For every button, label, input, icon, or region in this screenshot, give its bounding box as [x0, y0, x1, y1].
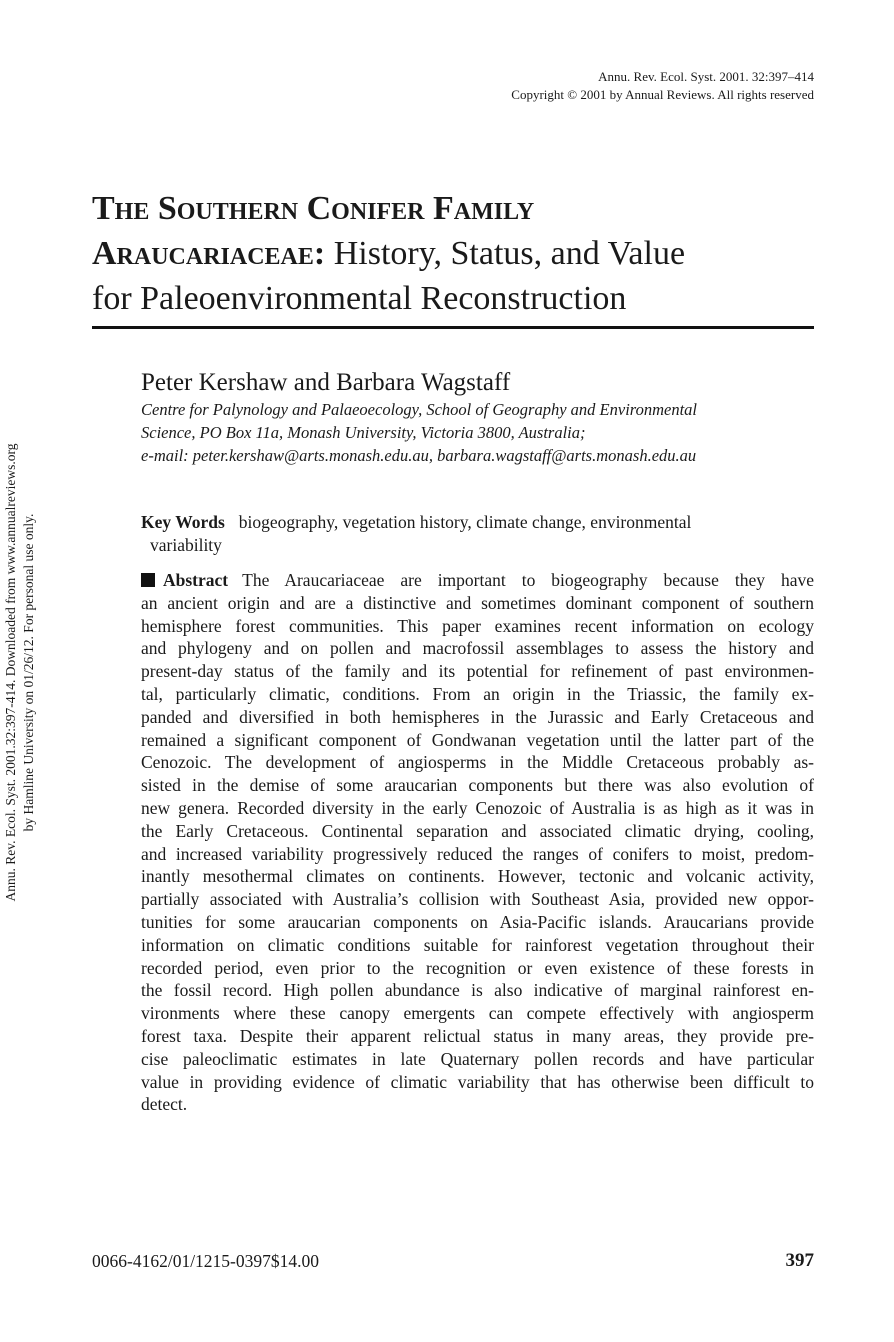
abstract-line: the fossil record. High pollen abundance is also indicative of marginal rainforest en- [141, 980, 814, 1001]
abstract-section [141, 569, 814, 1116]
journal-citation: Annu. Rev. Ecol. Syst. 2001. 32:397–414 [598, 69, 814, 84]
watermark-line-1: Annu. Rev. Ecol. Syst. 2001.32:397-414. Downloaded from www.annualreviews.org [3, 443, 18, 902]
abstract-line: tal, particularly climatic, conditions. From an origin in the Triassic, the family ex- [141, 683, 814, 704]
abstract-line: vironments where these canopy emergents can compete effectively with angiosperm [141, 1003, 814, 1024]
title-part-2: Araucariaceae: [92, 235, 326, 272]
keywords-section [141, 511, 814, 557]
keywords-text-continued: variability [150, 535, 222, 555]
abstract-line: Cenozoic. The development of angiosperms in the Middle Cretaceous probably as- [141, 752, 814, 773]
affiliation-email: e-mail: peter.kershaw@arts.monash.edu.au, barbara.wagstaff@arts.monash.edu.au [141, 446, 697, 465]
watermark-line-2: by Hamline University on 01/26/12. For personal use only. [21, 513, 36, 832]
abstract-line: recorded period, even prior to the recognition or even existence of these forests in [141, 957, 814, 978]
abstract-line: forest taxa. Despite their apparent relictual status in many areas, they provide pre- [141, 1025, 814, 1046]
title-divider [92, 326, 814, 329]
copyright-notice: Copyright © 2001 by Annual Reviews. All rights reserved [511, 87, 814, 102]
abstract-line: tunities for some araucarian components on Asia-Pacific islands. Araucarians provide [141, 911, 814, 932]
abstract-line: and increased variability progressively reduced the ranges of conifers to moist, predom- [141, 843, 814, 864]
keywords-text: biogeography, vegetation history, climate change, environmental [238, 512, 692, 532]
abstract-line: inantly mesothermal climates on continents. However, tectonic and volcanic activity, [141, 866, 814, 887]
abstract-line: the Early Cretaceous. Continental separation and associated climatic drying, cooling, [141, 820, 814, 841]
abstract-line: hemisphere forest communities. This paper examines recent information on ecology [141, 615, 814, 636]
abstract-line: value in providing evidence of climatic variability that has otherwise been difficult to [141, 1071, 814, 1092]
title-part-1: The Southern Conifer Family [92, 190, 535, 227]
title-part-4: for Paleoenvironmental Reconstruction [92, 280, 627, 317]
article-code: 0066-4162/01/1215-0397$14.00 [92, 1251, 320, 1271]
article-title [92, 186, 814, 321]
keywords-label: Key Words [141, 512, 225, 532]
abstract-line [141, 569, 814, 592]
title-part-3: History, Status, and Value [325, 235, 686, 272]
square-bullet-icon [141, 573, 155, 587]
abstract-line: new genera. Recorded diversity in the early Cenozoic of Australia is as high as it was in [141, 797, 814, 818]
abstract-line: an ancient origin and are a distinctive and sometimes dominant component of southern [141, 592, 814, 613]
abstract-line: sisted in the demise of some araucarian components but there was also evolution of [141, 775, 814, 796]
download-watermark [2, 385, 38, 960]
abstract-line: panded and diversified in both hemispheres in the Jurassic and Early Cretaceous and [141, 706, 814, 727]
abstract-label: Abstract [163, 570, 229, 590]
affiliation-line-1: Centre for Palynology and Palaeoecology, School of Geography and Environmental [141, 400, 698, 419]
abstract-line: partially associated with Australia’s collision with Southeast Asia, provided new oppor- [141, 889, 814, 910]
affiliation-line-2: Science, PO Box 11a, Monash University, Victoria 3800, Australia; [141, 423, 586, 442]
journal-header [511, 68, 814, 104]
abstract-line: and phylogeny and on pollen and macrofossil assemblages to assess the history and [141, 638, 814, 659]
abstract-line: cise paleoclimatic estimates in late Quaternary pollen records and have particular [141, 1048, 814, 1069]
affiliation [141, 398, 821, 467]
abstract-line: present-day status of the family and its potential for refinement of past environmen- [141, 661, 814, 682]
abstract-line: remained a significant component of Gondwanan vegetation until the latter part of the [141, 729, 814, 750]
authors: Peter Kershaw and Barbara Wagstaff [141, 369, 511, 396]
page-number: 397 [785, 1250, 814, 1271]
abstract-line-text: The Araucariaceae are important to biogeography because they have [242, 570, 814, 590]
abstract-line: information on climatic conditions suitable for rainforest vegetation throughout their [141, 934, 814, 955]
abstract-line: detect. [141, 1094, 188, 1115]
